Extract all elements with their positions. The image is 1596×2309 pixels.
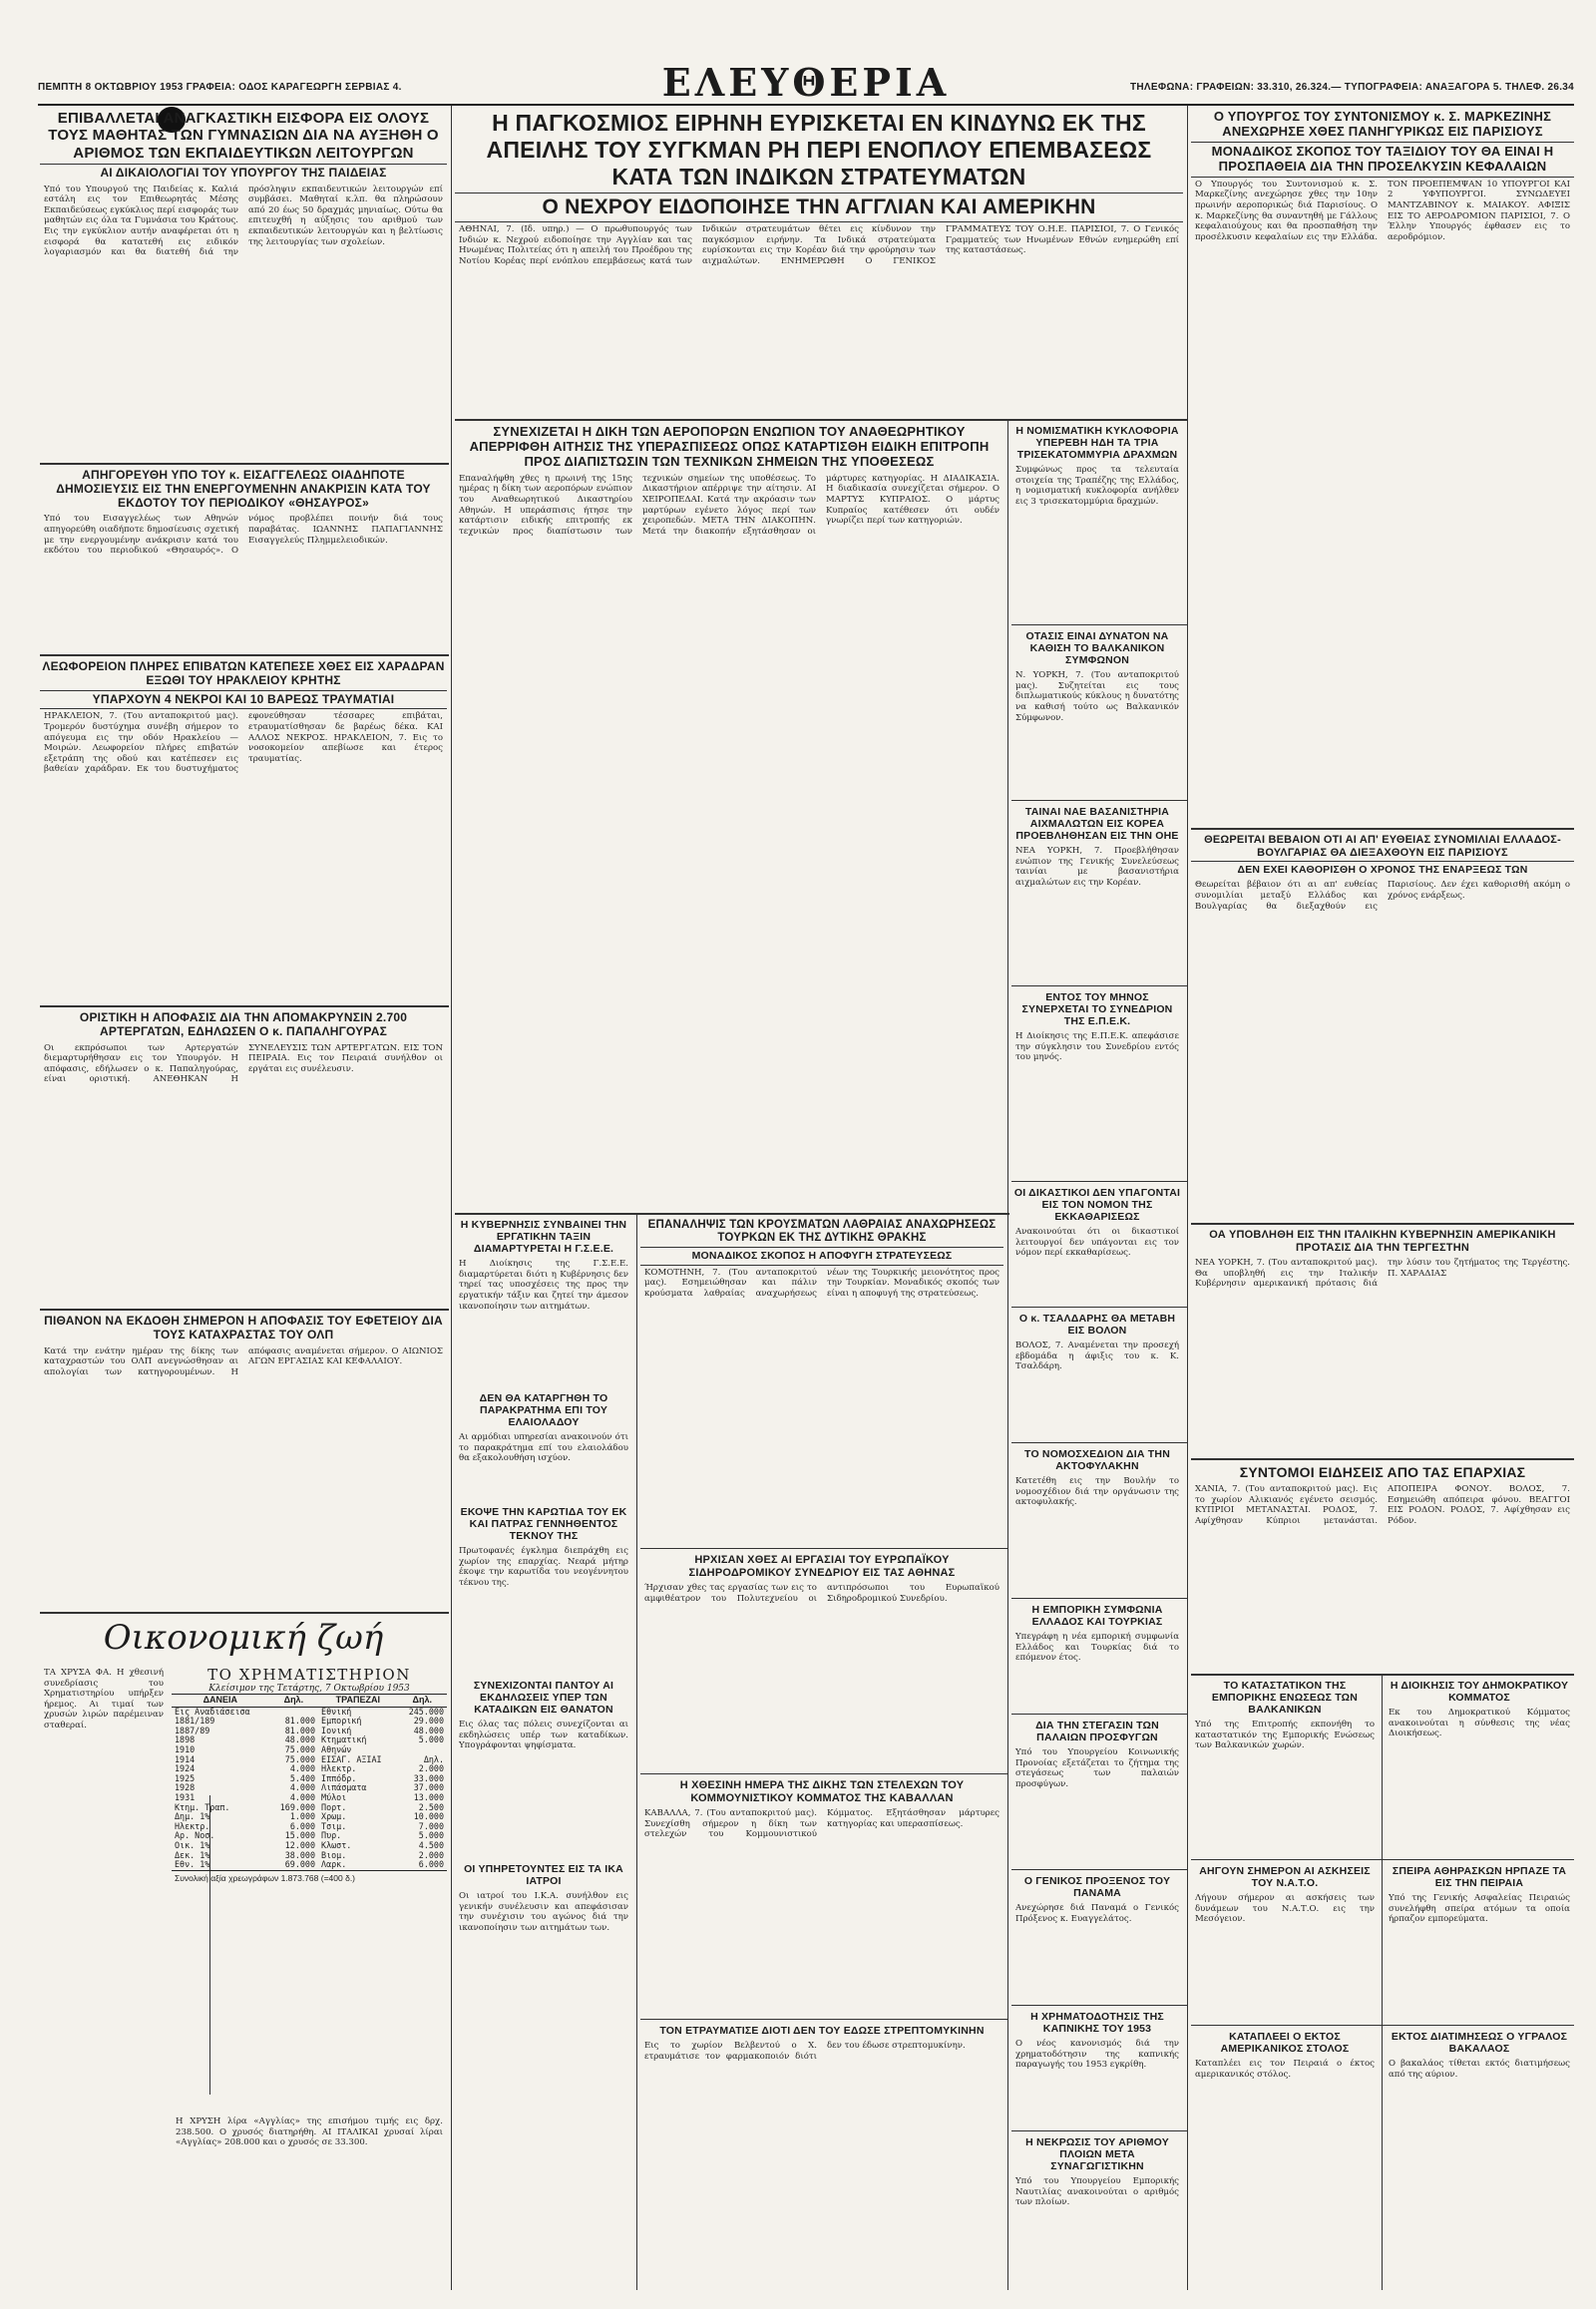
stock-cell: 48.000 [284, 1734, 316, 1745]
article-headline: ΣΥΝΕΧΙΖΕΤΑΙ Η ΔΙΚΗ ΤΩΝ ΑΕΡΟΠΟΡΩΝ ΕΝΩΠΙΟΝ ΤΟΥ ΑΝΑΘΕΩΡΗΤΙΚΟΥ ΑΠΕΡΡΙΦΘΗ ΑΙΤΗΣΙΣ ΤΗΣ ΥΠΕΡΑΣΠΙΣΕΩΣ ΟΠΩΣ ΚΑΤΑΡΤΙΣΘΗ ΕΙΔΙΚΗ ΕΠΙΤΡΟΠΗ ΠΡΟΣ ΔΙΑΠΙΣΤΩΣΙΝ ΤΩΝ ΤΕΧΝΙΚΩΝ ΣΗΜΕΙΩΝ ΤΗΣ ΥΠΟΘΕΣΕΩΣ [469, 424, 990, 469]
article-headline: Η ΝΕΚΡΩΣΙΣ ΤΟΥ ΑΡΙΘΜΟΥ ΠΛΟΙΩΝ ΜΕΤΑ ΣΥΝΑΓΩΓΙΣΤΙΚΗΝ [1025, 2136, 1169, 2173]
section-rule [1011, 624, 1187, 625]
stock-cell: 13.000 [413, 1791, 444, 1802]
article-headline: ΟΤΑΣΙΣ ΕΙΝΑΙ ΔΥΝΑΤΟΝ ΝΑ ΚΑΘΙΣΗ ΤΟ ΒΑΛΚΑΝΙΚΟΝ ΣΥΜΦΩΝΟΝ [1025, 630, 1169, 667]
stock-cell: Ηλεκτρ. [175, 1820, 210, 1831]
gold-market-intro: ΤΑ ΧΡΥΣΑ ΦΑ. Η χθεσινή συνεδρίασις του Χρηματιστηρίου υπήρξεν ήρεμος. Αι τιμαί των χρυσών λιρών παρέμειναν σταθεραί. [44, 1668, 164, 1731]
stock-cell: Βιομ. [321, 1849, 347, 1860]
article-subhead: ΥΠΑΡΧΟΥΝ 4 ΝΕΚΡΟΙ ΚΑΙ 10 ΒΑΡΕΩΣ ΤΡΑΥΜΑΤΙΑΙ [40, 690, 447, 710]
article-panama-consul [1011, 1873, 1183, 2003]
stock-cell: Αθηνών [321, 1743, 352, 1754]
article-body: ΝΕΑ ΥΟΡΚΗ, 7. (Του ανταποκριτού μας). Θα υποβληθή εις την Ιταλικήν Κυβέρνησιν αμερικανική πρότασις διά την λύσιν του ζητήματος της Τεργέστης. Π. ΧΑΡΑΔΙΑΣ [1195, 1258, 1570, 1290]
article-headline: ΕΠΙΒΑΛΛΕΤΑΙ ΑΝΑΓΚΑΣΤΙΚΗ ΕΙΣΦΟΡΑ ΕΙΣ ΟΛΟΥΣ ΤΟΥΣ ΜΑΘΗΤΑΣ ΤΩΝ ΓΥΜΝΑΣΙΩΝ ΔΙΑ ΝΑ ΑΥΞΗΘΗ Ο ΑΡΙΘΜΟΣ ΤΩΝ ΕΚΠΑΙΔΕΥΤΙΚΩΝ ΛΕΙΤΟΥΡΓΩΝ [48, 110, 439, 162]
article-body: Εκ του Δημοκρατικού Κόμματος ανακοινούται η σύνθεσις της νέας Διοικήσεως. [1389, 1708, 1570, 1739]
stock-cell: 1914 [175, 1753, 196, 1764]
section-rule [40, 463, 449, 465]
article-body: Υπεγράφη η νέα εμπορική συμφωνία Ελλάδος και Τουρκίας διά το επόμενον έτος. [1015, 1632, 1179, 1664]
lead-subhead: Ο ΝΕΧΡΟΥ ΕΙΔΟΠΟΙΗΣΕ ΤΗΝ ΑΓΓΛΙΑΝ ΚΑΙ ΑΜΕΡΙΚΗΝ [455, 192, 1183, 222]
article-headline: Η ΧΡΗΜΑΤΟΔΟΤΗΣΙΣ ΤΗΣ ΚΑΠΝΙΚΗΣ ΤΟΥ 1953 [1030, 2011, 1164, 2036]
article-currency-circulation [1011, 423, 1183, 622]
article-gymnasium-levy [40, 108, 447, 463]
stock-cell: 1.000 [289, 1811, 316, 1822]
article-balkan-pact [1011, 628, 1183, 798]
lead-body: ΑΘΗΝΑΙ, 7. (Ιδ. υπηρ.) — Ο πρωθυπουργός των Ινδιών κ. Νεχρού ειδοποίησε την Αγγλίαν και τας Ηνωμένας Πολιτείας ότι η απειλή του Προέδρου της Νοτίου Κορέας περί ενόπλου επεμβάσεως κατά των Ινδικών στρατευμάτων θέτει εις κίνδυνον την παγκόσμιον ειρήνην. Τα Ινδικά στρατεύματα ευρίσκονται εις την Κορέαν διά την φρούρησιν των αιχμαλώτων. ΕΝΗΜΕΡΩΘΗ Ο ΓΕΝΙΚΟΣ ΓΡΑΜΜΑΤΕΥΣ ΤΟΥ Ο.Η.Ε. ΠΑΡΙΣΙΟΙ, 7. Ο Γενικός Γραμματεύς των Ηνωμένων Εθνών ενημερώθη επί της καταστάσεως. [459, 224, 1179, 266]
section-rule [1011, 1181, 1187, 1182]
section-rule [40, 654, 449, 656]
article-headline: ΔΕΝ ΘΑ ΚΑΤΑΡΓΗΘΗ ΤΟ ΠΑΡΑΚΡΑΤΗΜΑ ΕΠΙ ΤΟΥ ΕΛΑΙΟΛΑΔΟΥ [479, 1392, 608, 1429]
article-headline: ΤΑΙΝΑΙ ΝΑΕ ΒΑΣΑΝΙΣΤΗΡΙΑ ΑΙΧΜΑΛΩΤΩΝ ΕΙΣ ΚΟΡΕΑ ΠΡΟΕΒΛΗΘΗΣΑΝ ΕΙΣ ΤΗΝ ΟΗΕ [1015, 806, 1179, 843]
article-airmen-trial [455, 423, 1003, 1211]
stock-cell: 38.000 [284, 1849, 316, 1860]
masthead-date-address: ΠΕΜΠΤΗ 8 ΟΚΤΩΒΡΙΟΥ 1953 ΓΡΑΦΕΙΑ: ΟΔΟΣ ΚΑΡΑΓΕΩΡΓΗ ΣΕΡΒΙΑΣ 4. [38, 82, 402, 93]
article-body: Πρωτοφανές έγκλημα διεπράχθη εις χωρίον της επαρχίας. Νεαρά μήτηρ έκοψε την καρωτίδα του νεογέννητου τέκνου της. [459, 1546, 628, 1588]
stock-cell: Οικ. 1% [175, 1839, 210, 1850]
article-body: Υπό του Υπουργείου Εμπορικής Ναυτιλίας ανακοινούται ο αριθμός των πλοίων. [1015, 2176, 1179, 2208]
section-rule [1011, 800, 1187, 801]
stock-cell: Κλωστ. [321, 1839, 352, 1850]
article-subhead: ΜΟΝΑΔΙΚΟΣ ΣΚΟΠΟΣ ΤΟΥ ΤΑΞΙΔΙΟΥ ΤΟΥ ΘΑ ΕΙΝΑΙ Η ΠΡΟΣΠΑΘΕΙΑ ΔΙΑ ΤΗΝ ΠΡΟΣΕΛΚΥΣΙΝ ΚΕΦΑΛΑΙΩΝ [1191, 142, 1574, 178]
article-olp-verdict [40, 1313, 447, 1612]
section-rule [1191, 828, 1574, 830]
article-headline: ΤΟΝ ΕΤΡΑΥΜΑΤΙΣΕ ΔΙΟΤΙ ΔΕΝ ΤΟΥ ΕΔΩΣΕ ΣΤΡΕΠΤΟΜΥΚΙΝΗΝ [659, 2025, 985, 2037]
article-greece-bulgaria-talks [1191, 832, 1574, 1221]
article-body: Οι εκπρόσωποι των Αρτεργατών διεμαρτυρήθησαν εις τον Υπουργόν. Η απόφασις, εδήλωσεν ο κ. Παπαληγούρας, είναι οριστική. ΑΝΕΘΗΚΑΝ Η ΣΥΝΕΛΕΥΣΙΣ ΤΩΝ ΑΡΤΕΡΓΑΤΩΝ. ΕΙΣ ΤΟΝ ΠΕΙΡΑΙΑ. Εις τον Πειραιά συνήλθον οι εργάται εις συνέλευσιν. [44, 1042, 443, 1085]
article-headline: ΔΙΑ ΤΗΝ ΣΤΕΓΑΣΙΝ ΤΩΝ ΠΑΛΑΙΩΝ ΠΡΟΣΦΥΓΩΝ [1035, 1720, 1159, 1744]
stock-cell: 5.000 [418, 1734, 444, 1745]
stock-cell: Χρωμ. [321, 1811, 347, 1822]
stock-cell: Τσιμ. [321, 1820, 347, 1831]
article-body: ΧΑΝΙΑ, 7. (Του ανταποκριτού μας). Εις το χωρίον Αλικιανός εγένετο σεισμός. ΚΥΠΡΙΟΙ ΜΕΤΑΝΑΣΤΑΙ. ΡΟΔΟΣ, 7. Αφίχθησαν Κύπριοι μετανάσται. ΑΠΟΠΕΙΡΑ ΦΟΝΟΥ. ΒΟΛΟΣ, 7. Εσημειώθη απόπειρα φόνου. ΒΕΑΓΓΟΙ ΕΙΣ ΡΟΔΟΝ. ΡΟΔΟΣ, 7. Αφίχθησαν εις Ρόδον. [1195, 1484, 1570, 1526]
stock-cell: Ιππόδρ. [321, 1772, 357, 1783]
stock-header: Δηλ. [269, 1695, 318, 1708]
stock-cell: 69.000 [284, 1859, 316, 1870]
stock-cell: 1898 [175, 1734, 196, 1745]
article-bus-accident [40, 658, 447, 1005]
column-rule [1187, 106, 1188, 2290]
article-body: Εις όλας τας πόλεις συνεχίζονται αι εκδηλώσεις υπέρ των καταδίκων. Υπογράφονται ψηφίσματα. [459, 1720, 628, 1751]
article-headline: Η ΧΘΕΣΙΝΗ ΗΜΕΡΑ ΤΗΣ ΔΙΚΗΣ ΤΩΝ ΣΤΕΛΕΧΩΝ ΤΟΥ ΚΟΜΜΟΥΝΙΣΤΙΚΟΥ ΚΟΜΜΑΤΟΣ ΤΗΣ ΚΑΒΑΛΛΑΝ [679, 1779, 965, 1804]
stock-cell: Μύλοι [321, 1791, 347, 1802]
stock-cell: 6.000 [289, 1820, 316, 1831]
article-body: Ν. ΥΟΡΚΗ, 7. (Του ανταποκριτού μας). Συζητείται εις τους διπλωματικούς κύκλους η δυνατότης να καθισή τούτο ως Βαλκανικόν Σύμφωνον. [1015, 670, 1179, 723]
article-body: Υπό του Εισαγγελέως των Αθηνών απηγορεύθη οιαδήποτε δημοσίευσις σχετική με την ενεργουμένην ανάκρισιν κατά του εκδότου του περιοδικού «Θησαυρός». Ο νόμος προβλέπει ποινήν διά τους παραβάτας. ΙΩΑΝΝΗΣ ΠΑΠΑΓΙΑΝΝΗΣ Εισαγγελεύς Πλημμελειοδικών. [44, 514, 443, 557]
stock-cell: Δεκ. 1% [175, 1849, 210, 1860]
article-headline: ΕΚΤΟΣ ΔΙΑΤΙΜΗΣΕΩΣ Ο ΥΓΡΑΛΟΣ ΒΑΚΑΛΑΟΣ [1391, 2031, 1568, 2056]
section-rule [1191, 2025, 1574, 2026]
column-rule [636, 1215, 637, 2290]
article-headline: ΕΝΤΟΣ ΤΟΥ ΜΗΝΟΣ ΣΥΝΕΡΧΕΤΑΙ ΤΟ ΣΥΝΕΔΡΙΟΝ ΤΗΣ Ε.Π.Ε.Κ. [1021, 991, 1173, 1028]
stock-cell: ΕΙΣΑΓ. ΑΞΙΑΙ [321, 1753, 382, 1764]
stock-table [172, 1694, 447, 1870]
article-coastguard-bill [1011, 1446, 1183, 1596]
article-headline: Η ΚΥΒΕΡΝΗΣΙΣ ΣΥΝΒΑΙΝΕΙ ΤΗΝ ΕΡΓΑΤΙΚΗΝ ΤΑΞΙΝ ΔΙΑΜΑΡΤΥΡΕΤΑΙ Η Γ.Σ.Ε.Ε. [460, 1219, 627, 1256]
article-headline: ΟΡΙΣΤΙΚΗ Η ΑΠΟΦΑΣΙΣ ΔΙΑ ΤΗΝ ΑΠΟΜΑΚΡΥΝΣΙΝ 2.700 ΑΡΤΕΡΓΑΤΩΝ, ΕΔΗΛΩΣΕΝ Ο κ. ΠΑΠΑΛΗΓΟΥΡΑΣ [79, 1010, 408, 1038]
article-body: Αι αρμόδιαι υπηρεσίαι ανακοινούν ότι το παρακράτημα επί του ελαιολάδου θα εξακολουθήση ισχύον. [459, 1432, 628, 1464]
section-rule [640, 2019, 1007, 2020]
stock-cell: 1928 [175, 1782, 196, 1793]
article-body: Λήγουν σήμερον αι ασκήσεις των δυνάμεων του Ν.Α.Τ.Ο. εις την Μεσόγειον. [1195, 1893, 1375, 1925]
article-tobacco-financing [1011, 2009, 1183, 2128]
section-rule [1191, 1223, 1574, 1225]
article-balkan-trade-union [1191, 1678, 1379, 1857]
article-streptomycin-assault [640, 2023, 1003, 2290]
stock-cell: 81.000 [284, 1716, 316, 1727]
article-subhead: ΜΟΝΑΔΙΚΟΣ ΣΚΟΠΟΣ Η ΑΠΟΦΥΓΗ ΣΤΡΑΤΕΥΣΕΩΣ [640, 1247, 1003, 1265]
article-headline: Ο κ. ΤΣΑΛΔΑΡΗΣ ΘΑ ΜΕΤΑΒΗ ΕΙΣ ΒΟΛΟΝ [1018, 1313, 1176, 1338]
gold-sovereign-note: Η ΧΡΥΣΗ λίρα «Αγγλίας» της επισήμου τιμής εις δρχ. 238.500. Ο χρυσός διατηρήθη. ΑΙ ΙΤΑΛΙΚΑΙ χρυσαί λίραι «Αγγλίας» 208.000 και ο χρυσός σε 33.300. [176, 2117, 443, 2148]
stock-cell: 5.400 [289, 1772, 316, 1783]
stock-cell: Εθν. 1% [175, 1859, 210, 1870]
article-headline: ΟΑ ΥΠΟΒΛΗΘΗ ΕΙΣ ΤΗΝ ΙΤΑΛΙΚΗΝ ΚΥΒΕΡΝΗΣΙΝ ΑΜΕΡΙΚΑΝΙΚΗ ΠΡΟΤΑΣΙΣ ΔΙΑ ΤΗΝ ΤΕΡΓΕΣΤΗΝ [1209, 1229, 1556, 1254]
article-body: Επαναλήφθη χθες η πρωινή της 15ης ημέρας η δίκη των αεροπόρων ενώπιον του Αναθεωρητικού Δικαστηρίου Αθηνών. Η υπεράσπισις ήτησε την κατάρτισιν ειδικής επιτροπής εκ τεχνικών προς διαπίστωσιν των τεχνικών σημείων της υποθέσεως. Το Δικαστήριον απέρριψε την αίτησιν. ΑΙ ΧΕΙΡΟΠΕΔΑΙ. Κατά την ακρόασιν των μαρτύρων εγένετο λόγος περί των χειροπεδών. ΜΕΤΑ ΤΗΝ ΔΙΑΚΟΠΗΝ. Μετά την διακοπήν εξητάσθησαν οι μάρτυρες κατηγορίας. Η ΔΙΑΔΙΚΑΣΙΑ. Η διαδικασία συνεχίζεται σήμερον. Ο ΜΑΡΤΥΣ ΚΥΠΡΑΙΟΣ. Ο μάρτυς Κυπραίος κατέθεσεν ότι ουδέν γνωρίζει περί των κατηγοριών. [459, 473, 999, 537]
article-headline: ΗΡΧΙΣΑΝ ΧΘΕΣ ΑΙ ΕΡΓΑΣΙΑΙ ΤΟΥ ΕΥΡΩΠΑΪΚΟΥ ΣΙΔΗΡΟΔΡΟΜΙΚΟΥ ΣΥΝΕΔΡΙΟΥ ΕΙΣ ΤΑΣ ΑΘΗΝΑΣ [688, 1554, 956, 1579]
stock-cell: Λαρκ. [321, 1859, 347, 1870]
section-rule [40, 1612, 449, 1614]
column-rule [1007, 419, 1008, 2290]
stock-cell: Πορτ. [321, 1801, 347, 1812]
article-judges-purge [1011, 1185, 1183, 1305]
stock-cell: 1931 [175, 1791, 196, 1802]
article-headline: ΣΥΝΤΟΜΟΙ ΕΙΔΗΣΕΙΣ ΑΠΟ ΤΑΣ ΕΠΑΡΧΙΑΣ [1239, 1464, 1526, 1480]
economic-life-section [40, 1616, 447, 2290]
article-body: Θεωρείται βέβαιον ότι αι απ' ευθείας συνομιλίαι μεταξύ Ελλάδος και Βουλγαρίας θα διεξαχθούν εις Παρισίους. Δεν έχει καθορισθή ακόμη ο χρόνος ενάρξεως. [1195, 880, 1570, 912]
article-body: Εις το χωρίον Βελβεντού ο Χ. ετραυμάτισε τον φαρμακοποιόν διότι δεν του έδωσε στρεπτομυκίνην. [644, 2041, 966, 2062]
section-rule [1191, 1859, 1574, 1860]
article-body: Η Διοίκησις της Γ.Σ.Ε.Ε. διαμαρτύρεται διότι η Κυβέρνησις δεν τηρεί τας υποσχέσεις της προς την εργατικήν τάξιν και ζητεί την άμεσον ικανοποίησιν των αιτημάτων. [459, 1259, 628, 1312]
section-rule [1011, 2130, 1187, 2131]
stock-cell: 75.000 [284, 1753, 316, 1764]
article-bakers-removal [40, 1009, 447, 1309]
stock-cell: 4.500 [418, 1839, 444, 1850]
stock-cell: 4.000 [289, 1782, 316, 1793]
article-body: Ο νέος κανονισμός διά την χρηματοδότησιν της καπνικής παραγωγής του 1953 εγκρίθη. [1015, 2039, 1179, 2071]
stock-cell: 4.000 [289, 1791, 316, 1802]
article-thesauros-ban [40, 467, 447, 654]
article-provincial-news [1191, 1462, 1574, 1672]
stock-cell: Εθνική [321, 1706, 352, 1717]
stock-cell: 1924 [175, 1763, 196, 1774]
article-body: Κατά την ενάτην ημέραν της δίκης των καταχραστών του ΟΛΠ ανεγνώσθησαν αι απολογίαι των κατηγορουμένων. Η απόφασις αναμένεται σήμερον. Ο ΑΙΩΝΙΟΣ ΑΓΩΝ ΕΡΓΑΣΙΑΣ ΚΑΙ ΚΕΦΑΛΑΙΟΥ. [44, 1346, 443, 1377]
article-headline: Η ΝΟΜΙΣΜΑΤΙΚΗ ΚΥΚΛΟΦΟΡΙΑ ΥΠΕΡΕΒΗ ΗΔΗ ΤΑ ΤΡΙΑ ΤΡΙΣΕΚΑΤΟΜΜΥΡΙΑ ΔΡΑΧΜΩΝ [1015, 425, 1179, 462]
masthead [38, 62, 1574, 106]
stock-cell: 29.000 [413, 1716, 444, 1727]
section-rule [1011, 985, 1187, 986]
article-body: Ο βακαλάος τίθεται εκτός διατιμήσεως από της αύριον. [1389, 2059, 1570, 2080]
article-olive-oil-levy [455, 1390, 632, 1500]
article-kavala-trial [640, 1777, 1003, 2017]
stock-cell: Πυρ. [321, 1830, 342, 1841]
stock-cell: 10.000 [413, 1811, 444, 1822]
section-rule [640, 1773, 1007, 1774]
article-body: Οι ιατροί του Ι.Κ.Α. συνήλθον εις γενικήν συνέλευσιν και απεφάσισαν την συνέχισιν του αγώνος διά την ικανοποίησιν των αιτημάτων των. [459, 1891, 628, 1933]
article-headline: Ο ΓΕΝΙΚΟΣ ΠΡΟΞΕΝΟΣ ΤΟΥ ΠΑΝΑΜΑ [1023, 1875, 1171, 1900]
article-gsee-protest [455, 1217, 632, 1386]
article-infant-crime [455, 1504, 632, 1674]
stock-cell: 245.000 [408, 1706, 444, 1717]
article-body: Καταπλέει εις τον Πειραιά ο έκτος αμερικανικός στόλος. [1195, 2059, 1375, 2080]
article-body: ΝΕΑ ΥΟΡΚΗ, 7. Προεβλήθησαν ενώπιον της Γενικής Συνελεύσεως ταινίαι με βασανιστήρια αιχμαλώτων εις την Κορέαν. [1015, 846, 1179, 888]
article-headline: ΣΥΝΕΧΙΖΟΝΤΑΙ ΠΑΝΤΟΥ ΑΙ ΕΚΔΗΛΩΣΕΙΣ ΥΠΕΡ ΤΩΝ ΚΑΤΑΔΙΚΩΝ ΕΙΣ ΘΑΝΑΤΟΝ [473, 1680, 614, 1717]
article-markezinis-paris [1191, 108, 1574, 826]
stock-cell: Κτηματική [321, 1734, 367, 1745]
article-piraeus-gang [1385, 1863, 1574, 2023]
stock-cell: 6.000 [418, 1859, 444, 1870]
article-ships-count [1011, 2134, 1183, 2290]
article-refugee-housing [1011, 1718, 1183, 1867]
article-ika-doctors [455, 1861, 632, 2290]
lead-headline: Η ΠΑΓΚΟΣΜΙΟΣ ΕΙΡΗΝΗ ΕΥΡΙΣΚΕΤΑΙ ΕΝ ΚΙΝΔΥΝΩ ΕΚ ΤΗΣ ΑΠΕΙΛΗΣ ΤΟΥ ΣΥΓΚΜΑΝ ΡΗ ΠΕΡΙ ΕΝΟΠΛΟΥ ΕΠΕΜΒΑΣΕΩΣ ΚΑΤΑ ΤΩΝ ΙΝΔΙΚΩΝ ΣΤΡΑΤΕΥΜΑΤΩΝ [486, 110, 1152, 190]
article-body: ΒΟΛΟΣ, 7. Αναμένεται την προσεχή εβδομάδα η άφιξις του κ. Κ. Τσαλδάρη. [1015, 1341, 1179, 1372]
stock-cell: 2.000 [418, 1849, 444, 1860]
section-rule [1191, 1458, 1574, 1460]
stock-cell: 1881/189 [175, 1716, 215, 1727]
article-headline: ΟΙ ΥΠΗΡΕΤΟΥΝΤΕΣ ΕΙΣ ΤΑ ΙΚΑ ΙΑΤΡΟΙ [464, 1863, 623, 1888]
stock-cell: Εμπορική [321, 1716, 362, 1727]
stock-cell: 2.000 [418, 1763, 444, 1774]
section-rule [1011, 2005, 1187, 2006]
article-railway-congress [640, 1552, 1003, 1771]
column-rule [451, 106, 452, 2290]
article-body: Ήρχισαν χθες τας εργασίας των εις το αμφιθέατρον του Πολυτεχνείου οι αντιπρόσωποι του Ευρωπαϊκού Σιδηροδρομικού Συνεδρίου. [644, 1583, 999, 1604]
stock-cell: 75.000 [284, 1743, 316, 1754]
article-headline: ΟΙ ΔΙΚΑΣΤΙΚΟΙ ΔΕΝ ΥΠΑΓΟΝΤΑΙ ΕΙΣ ΤΟΝ ΝΟΜΟΝ ΤΗΣ ΕΚΚΑΘΑΡΙΣΕΩΣ [1013, 1187, 1181, 1224]
stock-header: ΔΑΝΕΙΑ [172, 1695, 269, 1708]
article-body: Υπό του Υπουργού της Παιδείας κ. Καλιά εστάλη εις τον Επιθεωρητάς Μέσης Εκπαιδεύσεως εγκύκλιος περί εισφοράς των μαθητών εις όλα τα Γυμνάσια του Κράτους. Εις την εγκύκλιον αυτήν αναφέρεται ότι η εισφορά θα κατατεθή εις ειδικόν λογαριασμόν και θα διατεθή διά την πρόσληψιν εκπαιδευτικών λειτουργών επί συμβάσει. Μαθηταί κ.λπ. θα πληρώσουν από 20 έως 50 δραχμάς μηνιαίως. Ούτω θα επιτευχθή η αύξησις του αριθμού των εκπαιδευτικών λειτουργών και η βελτίωσις της λειτουργίας των σχολείων. [44, 184, 443, 258]
stock-header: Δηλ. [398, 1695, 447, 1708]
article-trieste-proposal [1191, 1227, 1574, 1456]
article-condemned-rallies [455, 1678, 632, 1857]
article-body: Υπό της Γενικής Ασφαλείας Πειραιώς συνελήφθη σπείρα ατόμων τα οποία ήρπαζον εμπορεύματα. [1389, 1893, 1570, 1925]
section-rule [1011, 1442, 1187, 1443]
stock-cell: 7.000 [418, 1820, 444, 1831]
section-rule [640, 1548, 1007, 1549]
article-headline: ΤΟ ΝΟΜΟΣΧΕΔΙΟΝ ΔΙΑ ΤΗΝ ΑΚΤΟΦΥΛΑΚΗΝ [1024, 1448, 1170, 1473]
article-body: Υπό του Υπουργείου Κοινωνικής Προνοίας εξετάζεται το ζήτημα της στεγάσεως των παλαιών προσφύγων. [1015, 1747, 1179, 1789]
stock-total-value: χρεωγράφων 1.873.768 (=400 δ.) [228, 1872, 356, 1883]
article-sixth-fleet [1191, 2029, 1379, 2290]
stock-cell: 33.000 [413, 1772, 444, 1783]
stock-total [172, 1870, 447, 1885]
lead-story-peace-danger [455, 108, 1183, 417]
section-rule [455, 419, 1187, 421]
article-tsaldaris-volos [1011, 1311, 1183, 1440]
stock-cell: 37.000 [413, 1782, 444, 1793]
stock-cell: Ιονική [321, 1725, 352, 1735]
newspaper-title: ΕΛΕΥΘΕΡΙΑ [661, 60, 951, 105]
article-body: Συμφώνως προς τα τελευταία στοιχεία της Τραπέζης της Ελλάδος, η νομισματική κυκλοφορία ανήλθεν εις 3 τρισεκατομμύρια δραχμών. [1015, 465, 1179, 507]
stock-cell: 169.000 [279, 1801, 316, 1812]
section-rule [1191, 1674, 1574, 1676]
article-thrace-departures [640, 1217, 1003, 1546]
economic-life-title: Οικονομική ζωή [103, 1618, 384, 1658]
section-rule [1011, 1598, 1187, 1599]
stock-header: ΤΡΑΠΕΖΑΙ [318, 1695, 398, 1708]
section-rule [40, 1005, 449, 1007]
section-rule [455, 1213, 1009, 1215]
stock-cell: 5.000 [418, 1830, 444, 1841]
article-body: Ανεχώρησε διά Παναμά ο Γενικός Πρόξενος κ. Ευαγγελάτος. [1015, 1903, 1179, 1924]
article-headline: ΣΠΕΙΡΑ ΑΘΗΡΑΣΚΩΝ ΗΡΠΑΖΕ ΤΑ ΕΙΣ ΤΗΝ ΠΕΙΡΑΙΑ [1392, 1865, 1567, 1890]
article-headline: ΘΕΩΡΕΙΤΑΙ ΒΕΒΑΙΟΝ ΟΤΙ ΑΙ ΑΠ' ΕΥΘΕΙΑΣ ΣΥΝΟΜΙΛΙΑΙ ΕΛΛΑΔΟΣ-ΒΟΥΛΓΑΡΙΑΣ ΘΑ ΔΙΕΞΑΧΘΟΥΝ ΕΙΣ ΠΑΡΙΣΙΟΥΣ [1204, 834, 1561, 859]
stock-cell: Ηλεκτρ. [321, 1763, 357, 1774]
stock-cell: 1887/89 [175, 1725, 210, 1735]
article-headline: ΛΕΩΦΟΡΕΙΟΝ ΠΛΗΡΕΣ ΕΠΙΒΑΤΩΝ ΚΑΤΕΠΕΣΕ ΧΘΕΣ ΕΙΣ ΧΑΡΑΔΡΑΝ ΕΞΩΘΙ ΤΟΥ ΗΡΑΚΛΕΙΟΥ ΚΡΗΤΗΣ [42, 659, 445, 687]
article-headline: ΚΑΤΑΠΛΕΕΙ Ο ΕΚΤΟΣ ΑΜΕΡΙΚΑΝΙΚΟΣ ΣΤΟΛΟΣ [1220, 2031, 1350, 2056]
stock-cell: Δηλ. [423, 1753, 444, 1764]
stock-cell: Κτημ. Τραπ. [175, 1801, 230, 1812]
article-democratic-party [1385, 1678, 1574, 1857]
stock-cell: 1925 [175, 1772, 196, 1783]
stock-row [172, 1860, 447, 1870]
article-headline: ΠΙΘΑΝΟΝ ΝΑ ΕΚΔΟΘΗ ΣΗΜΕΡΟΝ Η ΑΠΟΦΑΣΙΣ ΤΟΥ ΕΦΕΤΕΙΟΥ ΔΙΑ ΤΟΥΣ ΚΑΤΑΧΡΑΣΤΑΣ ΤΟΥ ΟΛΠ [44, 1314, 443, 1342]
stock-exchange-date: Κλείσιμον της Τετάρτης, 7 Οκτωβρίου 1953 [208, 1684, 410, 1694]
article-epek-congress [1011, 989, 1183, 1179]
article-body: Ο Υπουργός του Συντονισμού κ. Σ. Μαρκεζίνης ανεχώρησε χθες την 10ην πρωινήν αεροπορικώς διά Παρισίους. Ο κ. Μαρκεζίνης θα συναντηθή με Γάλλους κεφαλαιούχους και θα προσπαθήση την προσέλκυσιν κεφαλαίων εις την Ελλάδα. ΤΟΝ ΠΡΟΕΠΕΜΨΑΝ 10 ΥΠΟΥΡΓΟΙ ΚΑΙ 2 ΥΦΥΠΟΥΡΓΟΙ. ΣΥΝΩΔΕΥΕΙ ΜΑΝΤΖΑΒΙΝΟΥ κ. ΜΑΙΑΚΟΥ. ΑΦΙΞΙΣ ΕΙΣ ΤΟ ΑΕΡΟΔΡΟΜΙΟΝ ΠΑΡΙΣΙΟΙ, 7. Ο Έλλην Υπουργός έφθασεν εις το αεροδρόμιον. [1195, 179, 1570, 242]
section-rule [1011, 1869, 1187, 1870]
stock-cell: Δημ. 1% [175, 1811, 210, 1822]
section-rule [1011, 1714, 1187, 1715]
article-greece-turkey-trade [1011, 1602, 1183, 1712]
stock-cell: 15.000 [284, 1830, 316, 1841]
stock-cell: 12.000 [284, 1839, 316, 1850]
column-rule [1382, 1676, 1383, 2290]
article-headline: Η ΕΜΠΟΡΙΚΗ ΣΥΜΦΩΝΙΑ ΕΛΛΑΔΟΣ ΚΑΙ ΤΟΥΡΚΙΑΣ [1031, 1604, 1163, 1629]
article-body: Η Διοίκησις της Ε.Π.Ε.Κ. απεφάσισε την σύγκλησιν του Συνεδρίου εντός του μηνός. [1015, 1031, 1179, 1063]
section-rule [1011, 1307, 1187, 1308]
article-headline: ΕΚΟΨΕ ΤΗΝ ΚΑΡΩΤΙΔΑ ΤΟΥ ΕΚ ΚΑΙ ΠΑΤΡΑΣ ΓΕΝΝΗΘΕΝΤΟΣ ΤΕΚΝΟΥ ΤΗΣ [460, 1506, 627, 1543]
article-headline: ΤΟ ΚΑΤΑΣΤΑΤΙΚΟΝ ΤΗΣ ΕΜΠΟΡΙΚΗΣ ΕΝΩΣΕΩΣ ΤΩΝ ΒΑΛΚΑΝΙΚΩΝ [1211, 1680, 1359, 1717]
stock-cell: 2.500 [418, 1801, 444, 1812]
article-body: ΗΡΑΚΛΕΙΟΝ, 7. (Του ανταποκριτού μας). Τρομερόν δυστύχημα συνέβη σήμερον το απόγευμα εις την οδόν Ηρακλείου — Μοιρών. Λεωφορείον πλήρες επιβατών εξετράπη της οδού και κατέπεσεν εις βαθείαν χαράδραν. Εκ του δυστυχήματος εφονεύθησαν τέσσαρες επιβάται, ετραυματίσθησαν δε βαρέως δέκα. ΚΑΙ ΑΛΛΟΣ ΝΕΚΡΟΣ. ΗΡΑΚΛΕΙΟΝ, 7. Εις το νοσοκομείον απεβίωσε και έτερος τραυματίας. [44, 711, 443, 775]
article-nato-exercises [1191, 1863, 1379, 2023]
article-body: Ανακοινούται ότι οι δικαστικοί λειτουργοί δεν υπάγονται εις τον νόμον περί εκκαθαρίσεως. [1015, 1227, 1179, 1259]
stock-cell: 1910 [175, 1743, 196, 1754]
article-headline: ΑΠΗΓΟΡΕΥΘΗ ΥΠΟ ΤΟΥ κ. ΕΙΣΑΓΓΕΛΕΩΣ ΟΙΑΔΗΠΟΤΕ ΔΗΜΟΣΙΕΥΣΙΣ ΕΙΣ ΤΗΝ ΕΝΕΡΓΟΥΜΕΝΗΝ ΑΝΑΚΡΙΣΙΝ ΚΑΤΑ ΤΟΥ ΕΚΔΟΤΟΥ ΤΟΥ ΠΕΡΙΟΔΙΚΟΥ «ΘΗΣΑΥΡΟΣ» [56, 468, 431, 510]
article-body: Κατετέθη εις την Βουλήν το νομοσχέδιον διά την οργάνωσιν της ακτοφυλακής. [1015, 1476, 1179, 1508]
stock-cell: 81.000 [284, 1725, 316, 1735]
article-body: ΚΑΒΑΛΛΑ, 7. (Του ανταποκριτού μας). Συνεχίσθη σήμερον η δίκη των στελεχών του Κομμουνιστικού Κόμματος. Εξητάσθησαν μάρτυρες κατηγορίας και υπερασπίσεως. [644, 1808, 999, 1840]
article-headline: ΑΗΓΟΥΝ ΣΗΜΕΡΟΝ ΑΙ ΑΣΚΗΣΕΙΣ ΤΟΥ Ν.Α.Τ.Ο. [1199, 1865, 1371, 1890]
article-cod-price [1385, 2029, 1574, 2290]
article-subhead: ΑΙ ΔΙΚΑΙΟΛΟΓΙΑΙ ΤΟΥ ΥΠΟΥΡΓΟΥ ΤΗΣ ΠΑΙΔΕΙΑΣ [40, 164, 447, 183]
article-headline: Η ΔΙΟΙΚΗΣΙΣ ΤΟΥ ΔΗΜΟΚΡΑΤΙΚΟΥ ΚΟΜΜΑΤΟΣ [1390, 1680, 1569, 1705]
stock-cell: 4.000 [289, 1763, 316, 1774]
stock-exchange-title: ΤΟ ΧΡΗΜΑΤΙΣΤΗΡΙΟΝ [207, 1666, 411, 1684]
article-subhead: ΔΕΝ ΕΧΕΙ ΚΑΘΟΡΙΣΘΗ Ο ΧΡΟΝΟΣ ΤΗΣ ΕΝΑΡΞΕΩΣ ΤΩΝ [1191, 861, 1574, 878]
article-headline: Ο ΥΠΟΥΡΓΟΣ ΤΟΥ ΣΥΝΤΟΝΙΣΜΟΥ κ. Σ. ΜΑΡΚΕΖΙΝΗΣ ΑΝΕΧΩΡΗΣΕ ΧΘΕΣ ΠΑΝΗΓΥΡΙΚΩΣ ΕΙΣ ΠΑΡΙΣΙΟΥΣ [1213, 109, 1552, 139]
article-headline: ΕΠΑΝΑΛΗΨΙΣ ΤΩΝ ΚΡΟΥΣΜΑΤΩΝ ΛΑΘΡΑΙΑΣ ΑΝΑΧΩΡΗΣΕΩΣ ΤΟΥΡΚΩΝ ΕΚ ΤΗΣ ΔΥΤΙΚΗΣ ΘΡΑΚΗΣ [647, 1219, 997, 1245]
article-body: ΚΟΜΟΤΗΝΗ, 7. (Του ανταποκριτού μας). Εσημειώθησαν και πάλιν κρούσματα λαθραίας αναχωρήσεως νέων της Τουρκικής μειονότητος προς την Τουρκίαν. Μοναδικός σκοπός των είναι η αποφυγή της στρατεύσεως. [644, 1267, 999, 1299]
stock-total-label: Συνολική αξία [175, 1872, 226, 1883]
section-rule [40, 1309, 449, 1311]
stock-cell: Λιπάσματα [321, 1782, 367, 1793]
article-body: Υπό της Επιτροπής εκπονήθη το καταστατικόν της Εμπορικής Ενώσεως των Βαλκανικών χωρών. [1195, 1720, 1375, 1751]
masthead-phones: ΤΗΛΕΦΩΝΑ: ΓΡΑΦΕΙΩΝ: 33.310, 26.324.— ΤΥΠΟΓΡΑΦΕΙΑ: ΑΝΑΞΑΓΟΡΑ 5. ΤΗΛΕΦ. 26.34 [1129, 82, 1574, 93]
article-korea-pow-films [1011, 804, 1183, 983]
stock-cell: Εις Αναδιάσεισα [175, 1706, 250, 1717]
stock-cell: 48.000 [413, 1725, 444, 1735]
stock-cell: Αρ. Νοσ. [175, 1830, 215, 1841]
